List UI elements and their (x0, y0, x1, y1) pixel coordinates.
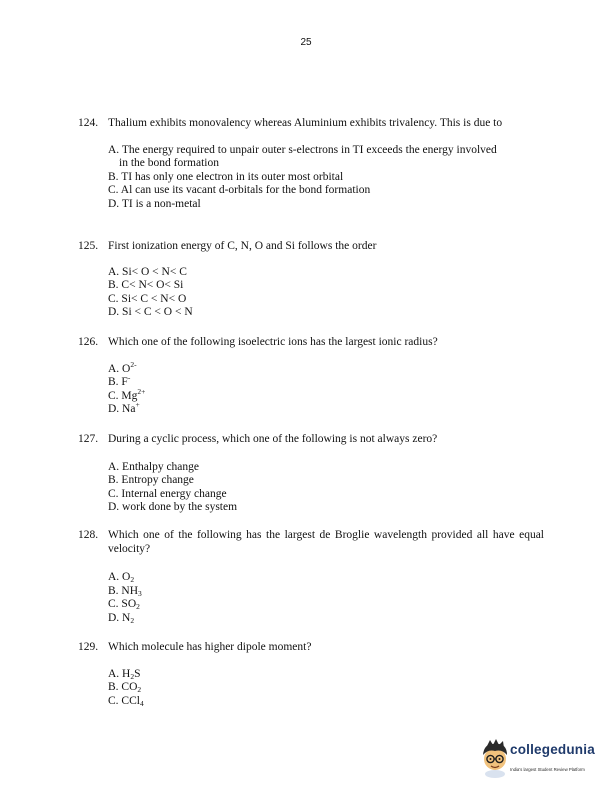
option-b: B. F- (108, 373, 131, 388)
option-a-continued: in the bond formation (119, 157, 219, 169)
option-c: C. $Mg^{2+}$ (108, 386, 146, 402)
option-c: C. $SO_2$ (108, 598, 140, 611)
option-b: B. TI has only one electron in its outer most orbital (108, 170, 344, 183)
option-d: D. TI is a non-metal (108, 197, 201, 210)
question-text: Thalium exhibits monovalency whereas Aluminium exhibits trivalency. This is due to (108, 117, 503, 129)
options-list (108, 144, 548, 212)
question-number: 124. (78, 117, 99, 129)
logo-tagline: India's largest Student Review Platform (510, 767, 585, 772)
option-c: C. Si< C < N< O (108, 292, 187, 305)
collegedunia-logo (478, 737, 606, 783)
options-list (108, 266, 548, 320)
question-number: 128. (78, 529, 99, 541)
logo-wordmark: collegedunia (510, 742, 595, 757)
question-128 (78, 529, 548, 625)
question-number: 127. (78, 433, 99, 445)
option-b: B. Entropy change (108, 474, 194, 486)
options-list (108, 359, 548, 417)
option-d: D. Na+ (108, 400, 140, 415)
option-c: C. Internal energy change (108, 487, 227, 500)
options-list (108, 668, 548, 709)
question-number: 125. (78, 240, 99, 252)
question-129 (78, 641, 548, 708)
question-text: During a cyclic process, which one of the following is not always zero? (108, 433, 438, 445)
option-d: D. Si < C < O < N (108, 306, 193, 318)
question-127 (78, 433, 548, 515)
options-list (108, 571, 548, 625)
question-number: 129. (78, 641, 99, 653)
option-c: C. CCl$_4$ (108, 694, 144, 708)
question-text: Which molecule has higher dipole moment? (108, 641, 312, 653)
question-125 (78, 240, 548, 320)
option-a: A. $H_2S$ (108, 667, 141, 681)
option-a: A. $O_2$ (108, 571, 135, 584)
question-number: 126. (78, 336, 99, 348)
option-d: D. work done by the system (108, 501, 238, 513)
option-a: A. Enthalpy change (108, 460, 200, 473)
option-a: A. The energy required to unpair outer s-electrons in TI exceeds the energy involved (108, 143, 497, 156)
options-list (108, 461, 548, 515)
option-b: B. $CO_2$ (108, 681, 142, 694)
student-mascot-icon (478, 737, 512, 779)
page-number: 25 (300, 37, 312, 48)
option-a: A. $O^{2-}$ (108, 359, 137, 375)
option-d: D. $N_2$ (108, 611, 135, 625)
question-126 (78, 336, 548, 417)
question-text: First ionization energy of C, N, O and Si follows the order (108, 240, 377, 252)
option-b: B. $NH_3$ (108, 584, 142, 598)
question-text: Which one of the following has the largest de Broglie wavelength provided all have equal velocity? (108, 529, 544, 555)
option-a: A. Si< O < N< C (108, 265, 187, 278)
option-b: B. C< N< O< Si (108, 279, 184, 291)
option-c: C. Al can use its vacant d-orbitals for the bond formation (108, 184, 371, 196)
question-text: Which one of the following isoelectric ions has the largest ionic radius? (108, 336, 438, 348)
question-124 (78, 117, 548, 211)
